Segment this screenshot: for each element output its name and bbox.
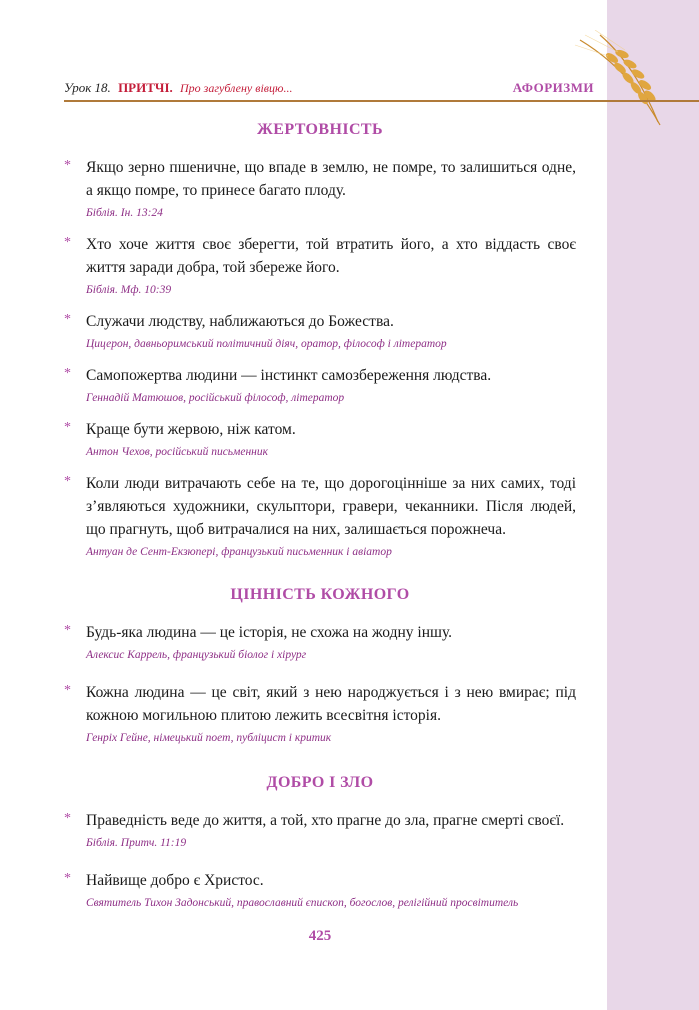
lesson-subtitle: Про загублену вівцю...: [180, 81, 293, 95]
aphorism-text: Будь-яка людина — це історія, не схожа на жодну іншу.: [86, 624, 453, 641]
aphorism: [64, 233, 576, 298]
header-rule: [64, 100, 699, 102]
bullet-star-icon: *: [64, 683, 71, 698]
side-band: [607, 0, 699, 1010]
aphorism-source: Цицерон, давньоримський політичний діяч, оратор, філософ і літератор: [86, 338, 447, 350]
lesson-number: Урок 18.: [64, 80, 111, 95]
aphorism-text: Хто хоче життя своє зберегти, той втратить його, а хто віддасть своє життя заради добра, той збереже його.: [86, 236, 576, 276]
bullet-star-icon: *: [64, 871, 71, 886]
aphorism-source: Антуан де Сент-Екзюпері, французький письменник і авіатор: [86, 546, 392, 558]
aphorism-source: Геннадій Матюшов, російський філософ, літератор: [86, 392, 345, 404]
aphorism-source: Антон Чехов, російський письменник: [86, 446, 269, 458]
page-number: 425: [308, 928, 332, 944]
section-title: ЦІННІСТЬ КОЖНОГО: [230, 586, 410, 603]
section-title: ДОБРО І ЗЛО: [266, 774, 374, 791]
aphorism-source: Біблія. Мф. 10:39: [86, 284, 172, 296]
aphorism-text: Праведність веде до життя, а той, хто прагне до зла, прагне смерті своєї.: [86, 812, 565, 829]
aphorism: [64, 681, 576, 746]
aphorism: [64, 310, 576, 352]
bullet-star-icon: *: [64, 158, 71, 173]
aphorism-text: Якщо зерно пшеничне, що впаде в землю, не помре, то залишиться одне, а якщо помре, то принесе багато плоду.: [86, 159, 576, 199]
bullet-star-icon: *: [64, 474, 71, 489]
lesson-title: ПРИТЧІ.: [118, 80, 173, 95]
aphorism-text: Найвище добро є Христос.: [86, 872, 264, 889]
bullet-star-icon: *: [64, 811, 71, 826]
aphorism-text: Коли люди витрачають себе на те, що дорогоцінніше за них самих, тоді з’являються художники, скульптори, гравери, чеканники. Після людей, що прагнуть, щоб витрачалися на них, залишається порожнеча.: [86, 475, 576, 538]
aphorism: [64, 418, 576, 460]
aphorism-source: Святитель Тихон Задонський, православний єпископ, богослов, релігійний просвітитель: [86, 897, 519, 909]
running-header: [64, 80, 594, 100]
bullet-star-icon: *: [64, 366, 71, 381]
aphorism-source: Алексис Каррель, французький біолог і хірург: [86, 649, 307, 661]
aphorism: [64, 156, 576, 221]
aphorism-text: Служачи людству, наближаються до Божества.: [86, 313, 394, 330]
aphorism-source: Біблія. Ін. 13:24: [86, 207, 163, 219]
bullet-star-icon: *: [64, 312, 71, 327]
bullet-star-icon: *: [64, 623, 71, 638]
bullet-star-icon: *: [64, 420, 71, 435]
bullet-star-icon: *: [64, 235, 71, 250]
aphorism-text: Самопожертва людини — інстинкт самозбереження людства.: [86, 367, 492, 384]
aphorism: [64, 809, 576, 851]
aphorism: [64, 869, 576, 911]
aphorism-text: Кожна людина — це світ, який з нею народжується і з нею вмирає; під кожною могильною плитою лежить всесвітня історія.: [86, 684, 576, 724]
section-title: ЖЕРТОВНІСТЬ: [257, 121, 383, 138]
aphorism: [64, 621, 576, 663]
aphorism-source: Біблія. Притч. 11:19: [86, 837, 187, 849]
section-label: АФОРИЗМИ: [512, 80, 594, 95]
aphorism-source: Генріх Гейне, німецький поет, публіцист і критик: [86, 732, 332, 744]
aphorism: [64, 472, 576, 560]
aphorism: [64, 364, 576, 406]
aphorism-text: Краще бути жервою, ніж катом.: [86, 421, 296, 438]
page-content: [64, 118, 576, 911]
